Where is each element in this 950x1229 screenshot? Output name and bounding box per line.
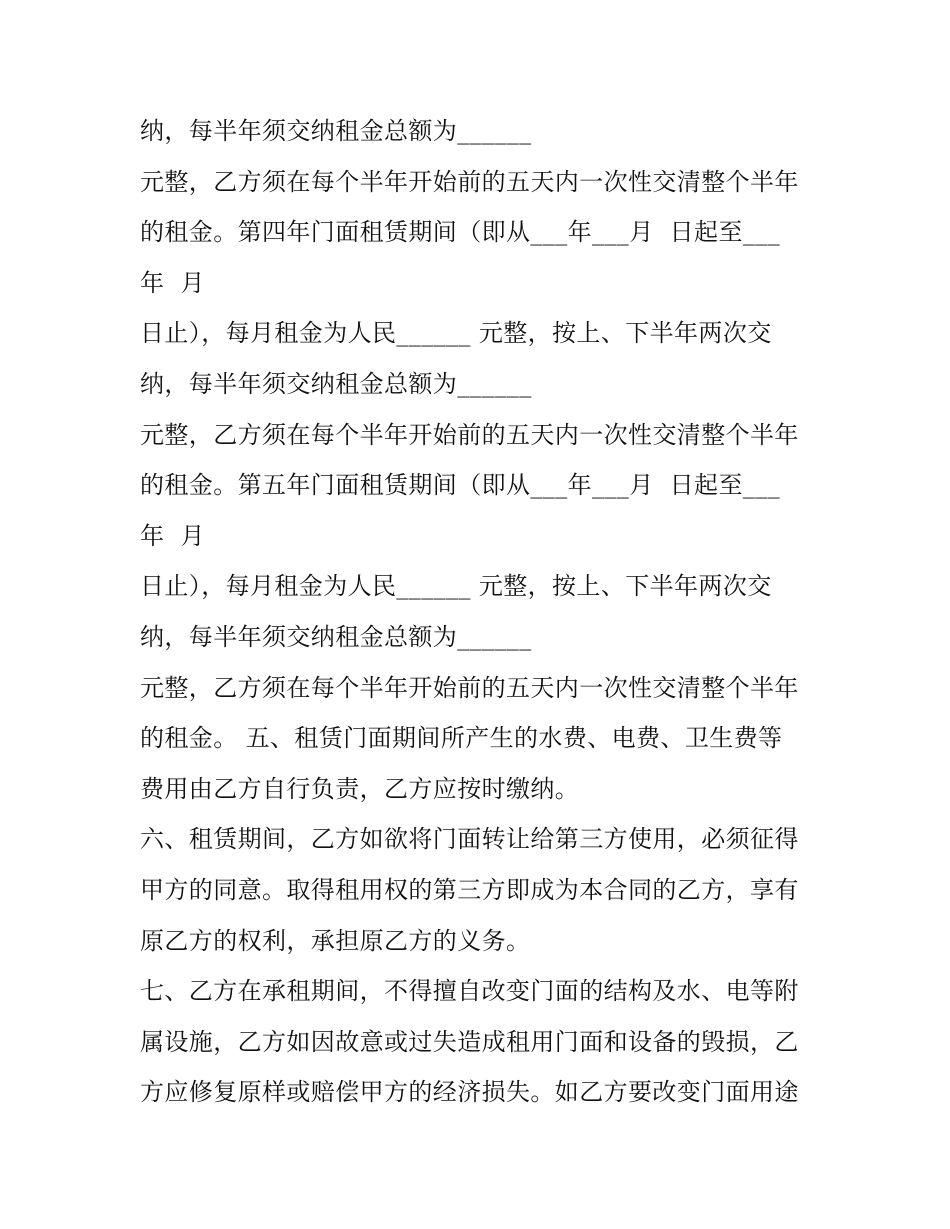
document-line-14: 费用由乙方自行负责，乙方应按时缴纳。 [140, 774, 580, 803]
document-line-6: 纳，每半年须交纳租金总额为______ [140, 369, 532, 398]
document-line-7: 元整，乙方须在每个半年开始前的五天内一次性交清整个半年 [140, 420, 799, 449]
document-line-18: 七、乙方在承租期间，不得擅自改变门面的结构及水、电等附 [140, 977, 799, 1006]
document-line-10: 日止），每月租金为人民______ 元整，按上、下半年两次交 [140, 572, 772, 601]
document-line-4: 年 月 [140, 268, 205, 297]
document-line-12: 元整，乙方须在每个半年开始前的五天内一次性交清整个半年 [140, 673, 799, 702]
document-line-19: 属设施，乙方如因故意或过失造成租用门面和设备的毁损，乙 [140, 1027, 799, 1056]
document-line-1: 纳，每半年须交纳租金总额为______ [140, 117, 532, 145]
document-line-16: 甲方的同意。取得租用权的第三方即成为本合同的乙方，享有 [140, 875, 799, 904]
document-line-13: 的租金。 五、租赁门面期间所产生的水费、电费、卫生费等 [140, 724, 783, 753]
document-line-15: 六、租赁期间，乙方如欲将门面转让给第三方使用，必须征得 [140, 825, 799, 854]
document-body [140, 106, 830, 1118]
document-line-11: 纳，每半年须交纳租金总额为______ [140, 622, 532, 651]
document-line-2: 元整，乙方须在每个半年开始前的五天内一次性交清整个半年 [140, 167, 799, 196]
document-line-3: 的租金。第四年门面租赁期间（即从___年___月 日起至___ [140, 218, 781, 247]
document-line-20: 方应修复原样或赔偿甲方的经济损失。如乙方要改变门面用途 [140, 1078, 799, 1107]
document-line-17: 原乙方的权利，承担原乙方的义务。 [140, 926, 531, 955]
document-line-9: 年 月 [140, 521, 205, 550]
document-line-5: 日止），每月租金为人民______ 元整，按上、下半年两次交 [140, 319, 772, 348]
document-line-8: 的租金。第五年门面租赁期间（即从___年___月 日起至___ [140, 471, 781, 500]
